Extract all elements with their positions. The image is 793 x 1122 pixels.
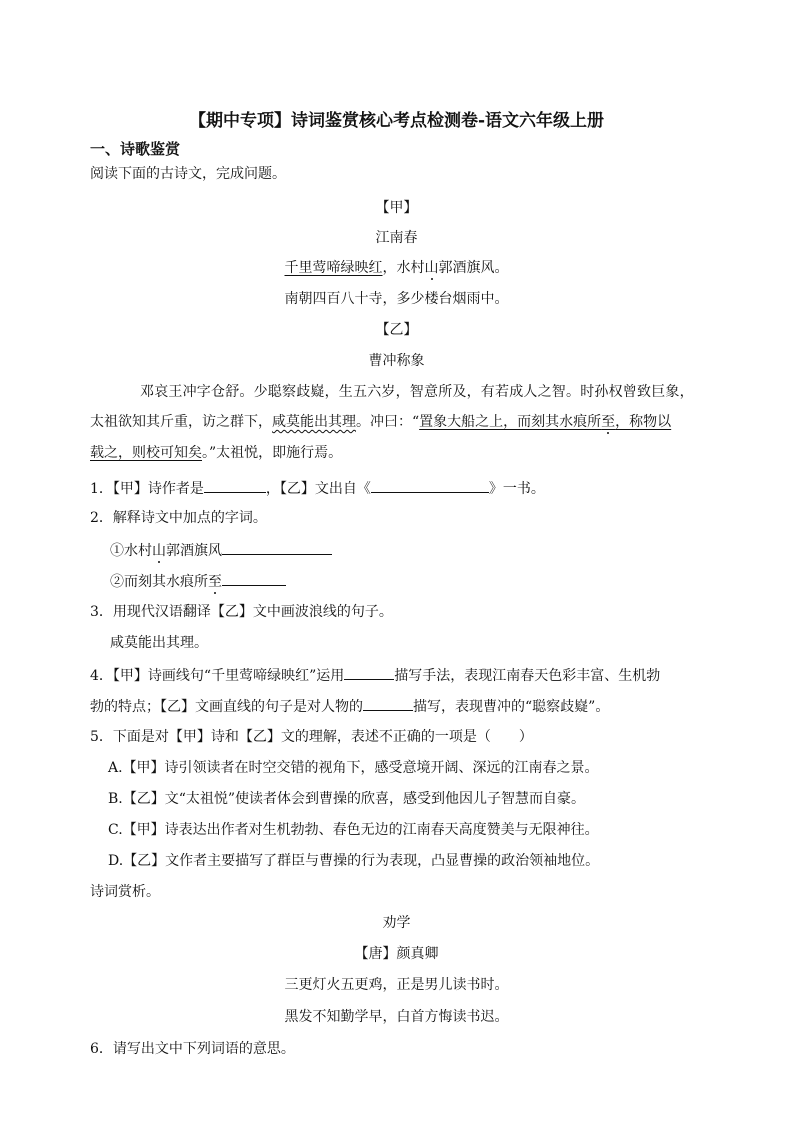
page-title: 【期中专项】诗词鉴赏核心考点检测卷-语文六年级上册 (188, 111, 605, 131)
underlined-phrase: 千里莺啼绿映红 (284, 260, 383, 276)
text-run: 4．【甲】诗画线句“千里莺啼绿映红”运用 (90, 668, 345, 684)
text-run: 太祖欲知其斤重，访之群下， (90, 414, 272, 430)
section-heading-poetry: 一、诗歌鉴赏 (90, 140, 181, 158)
text-run: 郭酒旗风。 (438, 260, 509, 276)
prose-yi-title: 曹冲称象 (368, 353, 425, 369)
text-run: 描写，表现曹冲的“聪察歧嶷”。 (413, 699, 610, 715)
answer-blank[interactable] (371, 477, 489, 493)
prose-yi-para-line-2 (90, 412, 671, 432)
dotted-char: 山 (152, 543, 166, 559)
prose-yi-tag: 【乙】 (375, 322, 418, 338)
question-3-text: 咸莫能出其理。 (110, 635, 208, 651)
question-5: 5．下面是对【甲】诗和【乙】文的理解，表述不正确的一项是（ ） (90, 729, 533, 745)
text-run: 。冲曰：“ (356, 414, 420, 430)
underlined-sentence: ，称物以 (615, 414, 672, 430)
text-run: 勃的特点；【乙】文画直线的句子是对人物的 (90, 699, 363, 715)
poem-2-author: 【唐】颜真卿 (354, 946, 439, 962)
answer-blank[interactable] (222, 570, 286, 586)
question-5-option-d[interactable]: D.【乙】文作者主要描写了群臣与曹操的行为表现，凸显曹操的政治领袖地位。 (108, 853, 600, 869)
poem-2-title: 劝学 (382, 915, 411, 931)
answer-blank[interactable] (344, 664, 394, 680)
dotted-char: 山 (424, 260, 439, 276)
text-run: 》一书。 (488, 481, 545, 497)
question-2: 2．解释诗文中加点的字词。 (90, 510, 267, 526)
text-run: ①水村 (110, 543, 152, 559)
answer-blank[interactable] (204, 477, 266, 493)
question-1 (90, 477, 545, 499)
question-5-option-b[interactable]: B.【乙】文“太祖悦”使读者体会到曹操的欣喜，感受到他因儿子智慧而自豪。 (108, 791, 586, 807)
question-4-line-2 (90, 695, 609, 717)
text-run: 。”太祖悦，即施行焉。 (202, 445, 343, 461)
text-run: 郭酒旗风 (166, 543, 222, 559)
text-run: ，【乙】文出自《 (265, 481, 371, 497)
question-2-item-2 (110, 570, 286, 592)
poem-jia-line-2: 南朝四百八十寺，多少楼台烟雨中。 (284, 291, 509, 307)
text-run: ，水村 (382, 260, 425, 276)
question-6: 6．请写出文中下列词语的意思。 (90, 1041, 295, 1057)
question-3: 3．用现代汉语翻译【乙】文中画波浪线的句子。 (90, 604, 393, 620)
answer-blank[interactable] (363, 695, 413, 711)
poem-jia-line-1 (0, 258, 793, 278)
answer-blank[interactable] (222, 539, 332, 555)
question-5-option-c[interactable]: C.【甲】诗表达出作者对生机勃勃、春色无边的江南春天高度赞美与无限神往。 (108, 822, 599, 838)
poem-2-line-1: 三更灯火五更鸡，正是男儿读书时。 (284, 977, 509, 993)
dotted-char: 至 (208, 574, 222, 590)
question-5-option-a[interactable]: A.【甲】诗引领读者在时空交错的视角下，感受意境开阔、深远的江南春之景。 (108, 760, 599, 776)
poem-jia-tag: 【甲】 (375, 200, 418, 216)
underlined-sentence: 载之，则校可知矣 (90, 445, 202, 461)
question-2-item-1 (110, 539, 332, 561)
prose-yi-para-line-3 (90, 443, 342, 463)
question-4-line-1 (90, 664, 660, 686)
text-run: 1．【甲】诗作者是 (90, 481, 204, 497)
poem-2-line-2: 黑发不知勤学早，白首方悔读书迟。 (284, 1009, 509, 1025)
section-2-intro: 诗词赏析。 (90, 884, 160, 900)
text-run: ②而刻其水痕所 (110, 574, 208, 590)
poem-jia-title: 江南春 (375, 230, 418, 246)
instruction-text: 阅读下面的古诗文，完成问题。 (90, 166, 286, 182)
dotted-char: 至 (601, 414, 616, 430)
text-run: 描写手法，表现江南春天色彩丰富、生机勃 (394, 668, 661, 684)
prose-yi-para-line-1: 邓哀王冲字仓舒。少聪察歧嶷，生五六岁，智意所及，有若成人之智。时孙权曾致巨象， (140, 384, 694, 400)
underlined-sentence: 置象大船之上，而刻其水痕所 (419, 414, 602, 430)
wavy-underlined-sentence: 咸莫能出其理 (272, 414, 356, 430)
